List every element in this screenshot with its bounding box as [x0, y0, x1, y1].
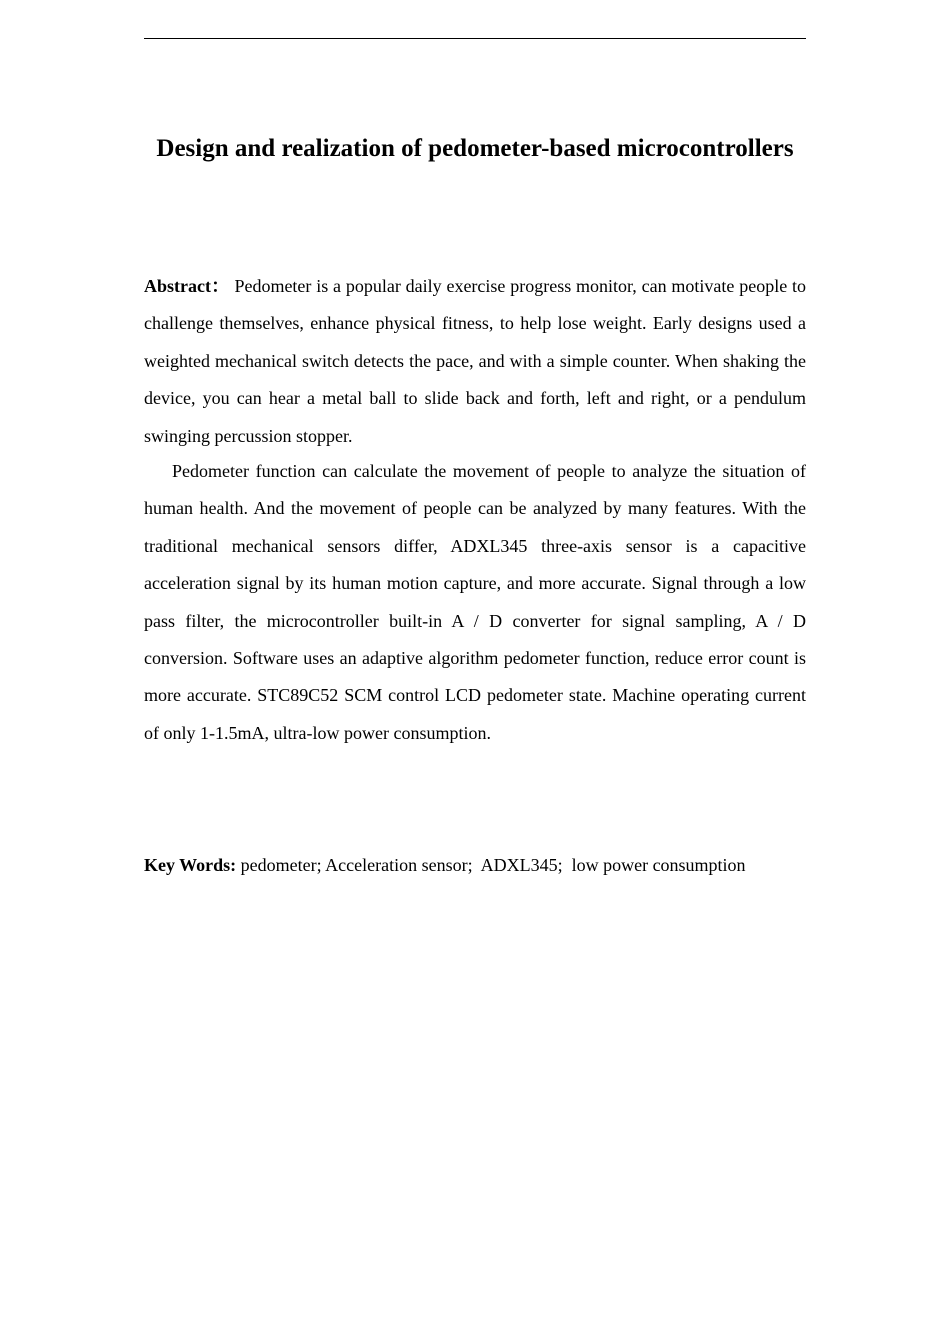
abstract-section — [144, 268, 806, 752]
header-rule — [144, 38, 806, 39]
keywords-section — [144, 852, 806, 878]
keywords-label: Key Words: — [144, 855, 237, 875]
abstract-paragraph-1 — [144, 268, 806, 455]
abstract-label: Abstract： — [144, 276, 230, 296]
abstract-text-1: Pedometer is a popular daily exercise progress monitor, can motivate people to challenge themselves, enhance physical fitness, to help lose weight. Early designs used a weighted mechanical switch detects the pace, and with a simple counter. When shaking the device, you can hear a metal ball to slide back and forth, left and right, or a pendulum swinging percussion stopper. — [144, 276, 807, 446]
abstract-paragraph-2: Pedometer function can calculate the movement of people to analyze the situation of human health. And the movement of people can be analyzed by many features. With the traditional mechanical sensors differ, ADXL345 three-axis sensor is a capacitive acceleration signal by its human motion capture, and more accurate. Signal through a low pass filter, the microcontroller built-in A / D converter for signal sampling, A / D conversion. Software uses an adaptive algorithm pedometer function, reduce error count is more accurate. STC89C52 SCM control LCD pedometer state. Machine operating current of only 1-1.5mA, ultra-low power consumption. — [144, 461, 806, 743]
paper-title: Design and realization of pedometer-based microcontrollers — [156, 135, 794, 162]
keywords-text: pedometer; Acceleration sensor; ADXL345; low power consumption — [236, 855, 746, 875]
